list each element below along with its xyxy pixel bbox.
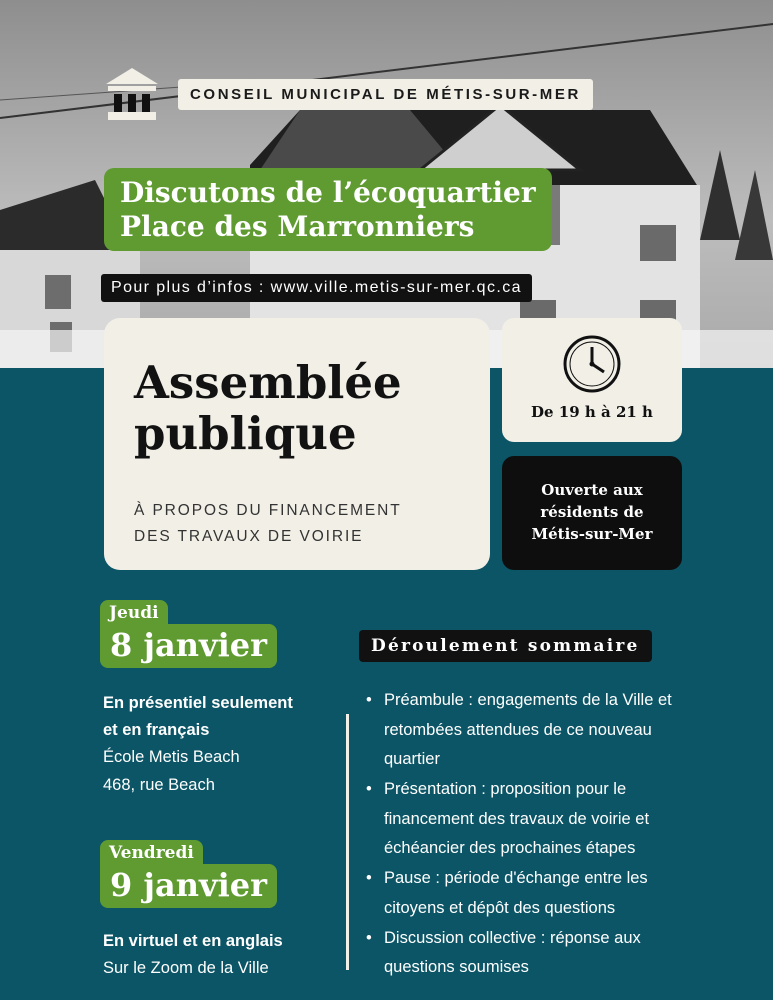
agenda-item-preambule: • Préambule : engagements de la Ville et retombées attendues de ce nouveau quartier	[362, 686, 712, 775]
time-label: De 19 h à 21 h	[531, 403, 653, 421]
event-title-line1: Assemblée	[134, 356, 402, 409]
column-divider	[346, 714, 349, 970]
agenda-item-discussion: • Discussion collective : réponse aux questions soumises	[362, 924, 712, 983]
council-header	[100, 62, 593, 126]
event-card	[104, 318, 490, 570]
session2-details	[103, 928, 283, 982]
open-to-line3: Métis-sur-Mer	[531, 524, 653, 543]
headline-line1: Discutons de l’écoquartier	[120, 176, 536, 209]
info-link[interactable]: Pour plus d’infos : www.ville.metis-sur-mer.qc.ca	[101, 274, 532, 302]
session1-mode2: et en français	[103, 721, 210, 740]
open-to-line2: résidents de	[540, 503, 644, 522]
session1-date: 8 janvier	[100, 624, 277, 668]
session2-mode: En virtuel et en anglais	[103, 932, 283, 950]
headline	[104, 168, 552, 251]
time-card	[502, 318, 682, 442]
event-subtitle-line1: À PROPOS DU FINANCEMENT	[134, 502, 402, 519]
session2-date: 9 janvier	[100, 864, 277, 908]
session1-day: Jeudi	[100, 600, 168, 626]
agenda-item-presentation: • Présentation : proposition pour le financement des travaux de voirie et échéancier des prochaines étapes	[362, 775, 712, 864]
session1-place: École Metis Beach	[103, 748, 240, 767]
clock-icon	[562, 334, 622, 394]
agenda-item-pause: • Pause : période d'échange entre les citoyens et dépôt des questions	[362, 864, 712, 923]
agenda-list	[362, 686, 712, 983]
council-name: CONSEIL MUNICIPAL DE MÉTIS-SUR-MER	[178, 79, 593, 110]
open-to-card	[502, 456, 682, 570]
event-subtitle	[134, 498, 402, 549]
session1-address: 468, rue Beach	[103, 775, 215, 794]
event-subtitle-line2: DES TRAVAUX DE VOIRIE	[134, 527, 364, 545]
museum-icon	[100, 62, 164, 126]
session1-details	[103, 690, 293, 799]
event-title	[134, 358, 402, 460]
open-to-line1: Ouverte aux	[541, 481, 643, 500]
agenda-title: Déroulement sommaire	[359, 630, 652, 662]
session2-day: Vendredi	[100, 840, 203, 866]
session1-mode: En présentiel seulement	[103, 694, 293, 712]
session2-place: Sur le Zoom de la Ville	[103, 959, 269, 978]
headline-line2: Place des Marronniers	[120, 209, 475, 243]
event-title-line2: publique	[134, 406, 357, 460]
